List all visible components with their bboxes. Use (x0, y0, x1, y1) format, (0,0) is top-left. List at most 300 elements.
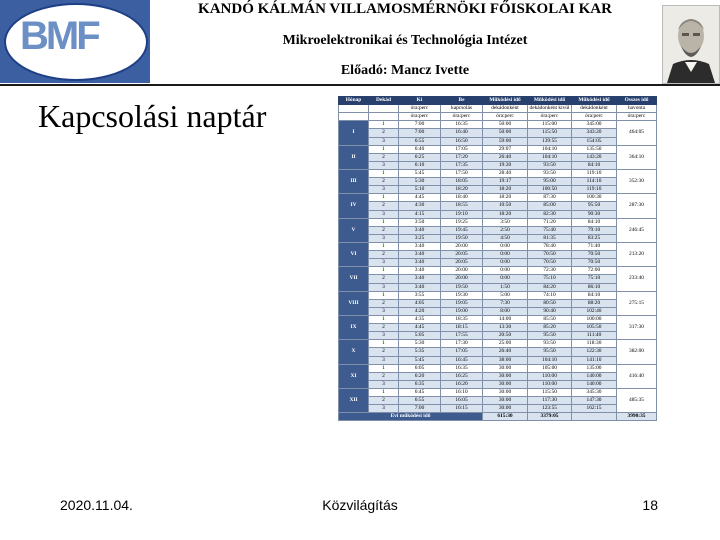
month-cell: IV (339, 194, 369, 218)
time-cell: 115:50 (528, 129, 572, 137)
time-cell: 84:20 (528, 283, 572, 291)
decade-cell: 3 (369, 332, 399, 340)
time-cell: 3:50 (399, 218, 441, 226)
time-cell: 30:00 (483, 397, 528, 405)
table-row (339, 234, 657, 242)
time-cell: 85:00 (528, 202, 572, 210)
footer-date: 2020.11.04. (60, 497, 133, 513)
portrait-image (662, 5, 720, 84)
time-cell: 4:20 (399, 307, 441, 315)
time-cell: 7:00 (399, 405, 441, 413)
time-cell: 110:00 (528, 372, 572, 380)
column-header: Működési idő (528, 97, 572, 105)
decade-cell: 1 (369, 121, 399, 129)
table-row (339, 397, 657, 405)
column-unit: óra:perc (399, 113, 441, 121)
time-cell: 19:30 (441, 291, 483, 299)
time-cell: 95:50 (528, 348, 572, 356)
time-cell: 20:05 (441, 259, 483, 267)
time-cell: 140:00 (572, 372, 617, 380)
column-header: Hónap (339, 97, 369, 105)
column-unit: óra:perc (483, 113, 528, 121)
table-row (339, 348, 657, 356)
time-cell: 84:10 (572, 291, 617, 299)
decade-cell: 3 (369, 137, 399, 145)
monthly-total-cell: 287:30 (617, 194, 657, 218)
time-cell: 95:50 (572, 202, 617, 210)
page-number: 18 (642, 497, 658, 513)
time-cell: 102:40 (572, 307, 617, 315)
time-cell: 4:50 (483, 234, 528, 242)
time-cell: 115:00 (528, 121, 572, 129)
time-cell: 28:40 (483, 169, 528, 177)
annual-total-label: Évi működési idő (339, 413, 483, 421)
decade-cell: 1 (369, 291, 399, 299)
time-cell: 20:00 (441, 275, 483, 283)
time-cell: 75:10 (572, 275, 617, 283)
time-cell: 147:30 (572, 397, 617, 405)
time-cell: 19:25 (441, 218, 483, 226)
time-cell: 17:50 (441, 169, 483, 177)
institution-title: KANDÓ KÁLMÁN VILLAMOSMÉRNÖKI FŐISKOLAI KAR (198, 1, 612, 17)
time-cell: 3:50 (483, 218, 528, 226)
column-unit: óra:perc (528, 113, 572, 121)
time-cell: 18:40 (441, 194, 483, 202)
time-cell: 30:00 (483, 364, 528, 372)
time-cell: 18:20 (441, 186, 483, 194)
time-cell: 122:30 (572, 348, 617, 356)
time-cell: 3:40 (399, 251, 441, 259)
time-cell: 4:05 (399, 299, 441, 307)
time-cell: 75:40 (528, 226, 572, 234)
time-cell: 19:45 (441, 226, 483, 234)
time-cell: 5:30 (399, 178, 441, 186)
time-cell: 30:00 (483, 388, 528, 396)
decade-cell: 1 (369, 194, 399, 202)
time-cell: 141:10 (572, 356, 617, 364)
column-subheader (339, 105, 369, 113)
time-cell: 135:00 (572, 364, 617, 372)
decade-cell: 2 (369, 275, 399, 283)
time-cell: 20:00 (441, 242, 483, 250)
column-header: Ki (399, 97, 441, 105)
annual-total-value (572, 413, 617, 421)
time-cell: 6:55 (399, 397, 441, 405)
time-cell: 4:15 (399, 210, 441, 218)
decade-cell: 2 (369, 348, 399, 356)
time-cell: 74:10 (528, 291, 572, 299)
time-cell: 3:40 (399, 275, 441, 283)
time-cell: 7:00 (399, 121, 441, 129)
column-unit: óra:perc (572, 113, 617, 121)
time-cell: 16:05 (441, 397, 483, 405)
time-cell: 59:00 (483, 137, 528, 145)
column-header: Be (441, 97, 483, 105)
month-cell: X (339, 340, 369, 364)
decade-cell: 1 (369, 169, 399, 177)
time-cell: 80:50 (528, 299, 572, 307)
monthly-total-cell: 233:40 (617, 267, 657, 291)
time-cell: 6:10 (399, 161, 441, 169)
time-cell: 16:10 (441, 388, 483, 396)
time-cell: 19:05 (441, 299, 483, 307)
column-header: Működési idő (572, 97, 617, 105)
column-unit: óra:perc (617, 113, 657, 121)
time-cell: 16:25 (441, 372, 483, 380)
column-header: Működési idő (483, 97, 528, 105)
time-cell: 140:00 (572, 380, 617, 388)
time-cell: 154:05 (572, 137, 617, 145)
time-cell: 5:30 (399, 340, 441, 348)
time-cell: 10:50 (483, 202, 528, 210)
time-cell: 3:40 (399, 242, 441, 250)
column-subheader: kapcsolás (441, 105, 483, 113)
time-cell: 6:40 (399, 145, 441, 153)
time-cell: 5:35 (399, 348, 441, 356)
time-cell: 85:50 (528, 315, 572, 323)
time-cell: 118:30 (572, 340, 617, 348)
time-cell: 111:40 (572, 332, 617, 340)
time-cell: 95:50 (528, 332, 572, 340)
month-cell: I (339, 121, 369, 145)
column-subheader: dekádonként kivül (528, 105, 572, 113)
monthly-total-cell: 317:30 (617, 315, 657, 339)
decade-cell: 3 (369, 380, 399, 388)
table-row (339, 251, 657, 259)
table-row (339, 259, 657, 267)
time-cell: 343:20 (572, 129, 617, 137)
table-row (339, 364, 657, 372)
decade-cell: 3 (369, 283, 399, 291)
time-cell: 86:10 (572, 283, 617, 291)
month-cell: III (339, 169, 369, 193)
time-cell: 3:55 (399, 291, 441, 299)
time-cell: 71:40 (572, 242, 617, 250)
time-cell: 18:35 (441, 315, 483, 323)
table-row (339, 372, 657, 380)
decade-cell: 1 (369, 364, 399, 372)
time-cell: 29:07 (483, 145, 528, 153)
time-cell: 18:55 (441, 202, 483, 210)
time-cell: 20:00 (441, 267, 483, 275)
time-cell: 6:05 (399, 364, 441, 372)
monthly-total-cell: 364:10 (617, 145, 657, 169)
month-cell: VI (339, 242, 369, 266)
column-subheader (369, 105, 399, 113)
time-cell: 17:20 (441, 153, 483, 161)
decade-cell: 3 (369, 234, 399, 242)
time-cell: 16:45 (441, 356, 483, 364)
table-row (339, 226, 657, 234)
time-cell: 93:50 (528, 340, 572, 348)
time-cell: 70:50 (528, 251, 572, 259)
decade-cell: 1 (369, 388, 399, 396)
month-cell: IX (339, 315, 369, 339)
switching-timetable (338, 96, 657, 421)
time-cell: 6:25 (399, 153, 441, 161)
decade-cell: 3 (369, 210, 399, 218)
time-cell: 7:30 (483, 299, 528, 307)
monthly-total-cell: 246:45 (617, 218, 657, 242)
time-cell: 90:40 (528, 307, 572, 315)
time-cell: 0:00 (483, 267, 528, 275)
time-cell: 5:45 (399, 356, 441, 364)
time-cell: 19:10 (441, 210, 483, 218)
table-row (339, 121, 657, 129)
column-subheader: dekádonként (572, 105, 617, 113)
table-row (339, 315, 657, 323)
time-cell: 84:10 (572, 218, 617, 226)
time-cell: 93:50 (528, 169, 572, 177)
slide-title: Kapcsolási naptár (38, 98, 267, 134)
time-cell: 6:45 (399, 388, 441, 396)
time-cell: 123:55 (528, 405, 572, 413)
time-cell: 18:20 (483, 194, 528, 202)
time-cell: 143:20 (572, 153, 617, 161)
decade-cell: 3 (369, 356, 399, 364)
table-row (339, 169, 657, 177)
time-cell: 19:00 (441, 307, 483, 315)
time-cell: 72:00 (572, 267, 617, 275)
time-cell: 26:40 (483, 348, 528, 356)
time-cell: 88:20 (572, 299, 617, 307)
time-cell: 0:00 (483, 242, 528, 250)
time-cell: 3:40 (399, 226, 441, 234)
column-subheader: havonta (617, 105, 657, 113)
month-cell: XI (339, 364, 369, 388)
time-cell: 90:30 (572, 210, 617, 218)
time-cell: 79:10 (572, 226, 617, 234)
time-cell: 6:55 (399, 137, 441, 145)
table-row (339, 283, 657, 291)
time-cell: 20:05 (441, 251, 483, 259)
time-cell: 162:15 (572, 405, 617, 413)
time-cell: 81:35 (528, 234, 572, 242)
time-cell: 3:40 (399, 259, 441, 267)
time-cell: 13:30 (483, 324, 528, 332)
time-cell: 16:50 (441, 137, 483, 145)
time-cell: 4:35 (399, 315, 441, 323)
time-cell: 84:10 (572, 161, 617, 169)
time-cell: 345:30 (572, 388, 617, 396)
time-cell: 3:40 (399, 283, 441, 291)
logo-text: BMF (20, 14, 98, 58)
time-cell: 4:30 (399, 202, 441, 210)
decade-cell: 3 (369, 161, 399, 169)
logo-subtext: BUDAPESTI MŰSZAKI FŐISKOLA (22, 60, 128, 66)
decade-cell: 2 (369, 129, 399, 137)
time-cell: 4:45 (399, 194, 441, 202)
table-row (339, 275, 657, 283)
time-cell: 17:05 (441, 348, 483, 356)
time-cell: 95:00 (528, 178, 572, 186)
time-cell: 5:00 (483, 291, 528, 299)
time-cell: 17:30 (441, 340, 483, 348)
decade-cell: 3 (369, 405, 399, 413)
time-cell: 114:10 (572, 178, 617, 186)
decade-cell: 2 (369, 397, 399, 405)
monthly-total-cell: 213:20 (617, 242, 657, 266)
time-cell: 5:05 (399, 332, 441, 340)
time-cell: 70:50 (572, 251, 617, 259)
monthly-total-cell: 416:40 (617, 364, 657, 388)
monthly-total-cell: 352:30 (617, 169, 657, 193)
annual-total-value: 3379:05 (528, 413, 572, 421)
decade-cell: 2 (369, 324, 399, 332)
time-cell: 72:30 (528, 267, 572, 275)
decade-cell: 2 (369, 372, 399, 380)
time-cell: 8:00 (483, 307, 528, 315)
decade-cell: 1 (369, 340, 399, 348)
time-cell: 5:10 (399, 186, 441, 194)
time-cell: 93:50 (528, 161, 572, 169)
table-row (339, 291, 657, 299)
time-cell: 16:35 (441, 121, 483, 129)
table-row (339, 405, 657, 413)
time-cell: 115:50 (528, 388, 572, 396)
time-cell: 50:00 (483, 121, 528, 129)
annual-total-value: 615:30 (483, 413, 528, 421)
table-unit-row (339, 113, 657, 121)
time-cell: 17:35 (441, 161, 483, 169)
institute-subtitle: Mikroelektronikai és Technológia Intézet (282, 33, 528, 48)
time-cell: 16:40 (441, 129, 483, 137)
table-row (339, 218, 657, 226)
table-row (339, 242, 657, 250)
time-cell: 70:50 (528, 259, 572, 267)
decade-cell: 2 (369, 226, 399, 234)
table-row (339, 307, 657, 315)
decade-cell: 2 (369, 202, 399, 210)
table-row (339, 332, 657, 340)
annual-total-row (339, 413, 657, 421)
time-cell: 18:20 (483, 186, 528, 194)
month-cell: VII (339, 267, 369, 291)
month-cell: V (339, 218, 369, 242)
table-row (339, 210, 657, 218)
time-cell: 0:00 (483, 259, 528, 267)
month-cell: II (339, 145, 369, 169)
time-cell: 104:10 (528, 153, 572, 161)
time-cell: 105:00 (528, 364, 572, 372)
time-cell: 18:20 (483, 210, 528, 218)
table-row (339, 145, 657, 153)
portrait-icon (663, 6, 719, 83)
time-cell: 30:00 (483, 372, 528, 380)
time-cell: 70:50 (572, 259, 617, 267)
time-cell: 71:20 (528, 218, 572, 226)
table-row (339, 388, 657, 396)
footer-title: Közvilágítás (322, 497, 398, 513)
time-cell: 30:00 (483, 405, 528, 413)
time-cell: 17:55 (441, 332, 483, 340)
table-row (339, 340, 657, 348)
time-cell: 16:35 (441, 364, 483, 372)
time-cell: 6:20 (399, 372, 441, 380)
annual-total-value: 3990:35 (617, 413, 657, 421)
column-subheader: óra:perc (399, 105, 441, 113)
time-cell: 0:00 (483, 251, 528, 259)
time-cell: 75:10 (528, 275, 572, 283)
table-row (339, 202, 657, 210)
time-cell: 25:00 (483, 340, 528, 348)
time-cell: 135:50 (572, 145, 617, 153)
time-cell: 4:45 (399, 324, 441, 332)
time-cell: 19:50 (441, 234, 483, 242)
month-cell: XII (339, 388, 369, 412)
monthly-total-cell: 464:05 (617, 121, 657, 145)
column-unit: óra:perc (441, 113, 483, 121)
time-cell: 17:05 (441, 145, 483, 153)
decade-cell: 1 (369, 145, 399, 153)
decade-cell: 3 (369, 307, 399, 315)
table-row (339, 153, 657, 161)
decade-cell: 1 (369, 218, 399, 226)
time-cell: 100:00 (572, 315, 617, 323)
time-cell: 105:50 (572, 324, 617, 332)
time-cell: 2:50 (483, 226, 528, 234)
decade-cell: 1 (369, 267, 399, 275)
table-header-row (339, 97, 657, 105)
time-cell: 16:20 (441, 380, 483, 388)
decade-cell: 1 (369, 315, 399, 323)
time-cell: 117:30 (528, 397, 572, 405)
decade-cell: 1 (369, 242, 399, 250)
time-cell: 26:40 (483, 153, 528, 161)
table-row (339, 324, 657, 332)
header-divider (0, 84, 720, 86)
time-cell: 110:00 (528, 380, 572, 388)
table-row (339, 178, 657, 186)
table-subheader-row (339, 105, 657, 113)
table-row (339, 267, 657, 275)
time-cell: 345:00 (572, 121, 617, 129)
time-cell: 104:10 (528, 145, 572, 153)
decade-cell: 2 (369, 299, 399, 307)
time-cell: 100:30 (572, 194, 617, 202)
time-cell: 104:10 (528, 356, 572, 364)
time-cell: 83:25 (572, 234, 617, 242)
time-cell: 1:50 (483, 283, 528, 291)
column-subheader: dekádonként (483, 105, 528, 113)
table-row (339, 137, 657, 145)
time-cell: 38:00 (483, 356, 528, 364)
time-cell: 18:15 (441, 324, 483, 332)
time-cell: 0:00 (483, 275, 528, 283)
column-header: Összes idő (617, 97, 657, 105)
monthly-total-cell: 275:15 (617, 291, 657, 315)
table-row (339, 161, 657, 169)
time-cell: 19:30 (483, 161, 528, 169)
presenter-name: Előadó: Mancz Ivette (340, 63, 470, 78)
time-cell: 100:50 (528, 186, 572, 194)
time-cell: 14:00 (483, 315, 528, 323)
monthly-total-cell: 485:35 (617, 388, 657, 412)
time-cell: 78:40 (528, 242, 572, 250)
decade-cell: 3 (369, 186, 399, 194)
time-cell: 85:20 (528, 324, 572, 332)
table-row (339, 129, 657, 137)
time-cell: 19:17 (483, 178, 528, 186)
time-cell: 7:00 (399, 129, 441, 137)
time-cell: 87:30 (528, 194, 572, 202)
time-cell: 16:15 (441, 405, 483, 413)
time-cell: 82:30 (528, 210, 572, 218)
table-row (339, 299, 657, 307)
column-unit (339, 113, 369, 121)
column-header: Dekád (369, 97, 399, 105)
time-cell: 3:25 (399, 234, 441, 242)
